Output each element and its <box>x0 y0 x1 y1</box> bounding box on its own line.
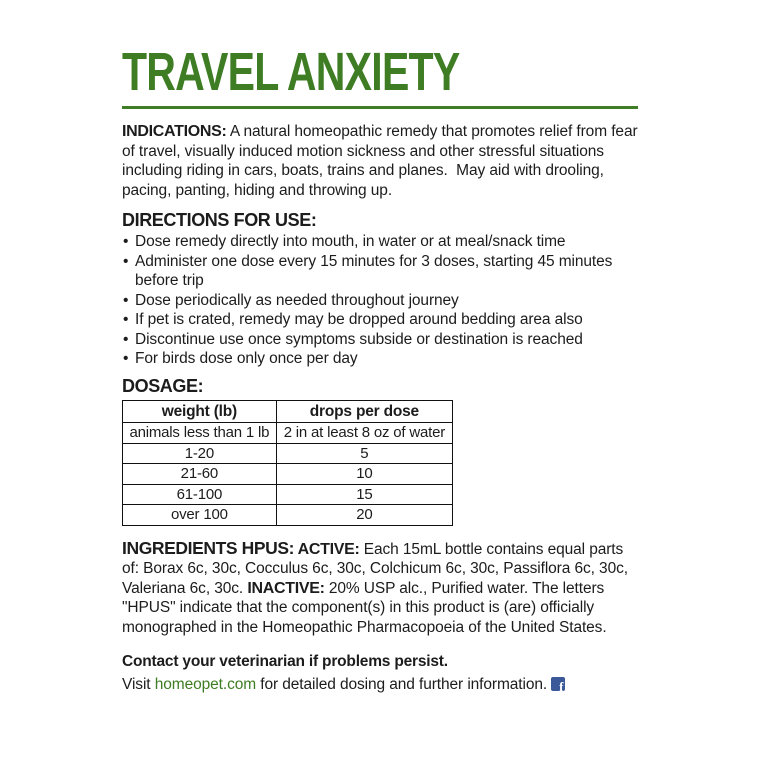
title-underline <box>122 106 638 109</box>
homeopet-link[interactable]: homeopet.com <box>154 675 257 693</box>
visit-suffix: for detailed dosing and further information. <box>256 675 552 693</box>
drops-cell: 20 <box>276 505 452 526</box>
ingredients-paragraph <box>122 539 638 638</box>
table-row <box>123 443 453 464</box>
table-row <box>123 484 453 505</box>
drops-cell: 2 in at least 8 oz of water <box>276 423 452 444</box>
list-item: • Dose periodically as needed throughout journey <box>122 291 638 311</box>
facebook-icon[interactable] <box>551 677 565 694</box>
list-item: • Dose remedy directly into mouth, in water or at meal/snack time <box>122 232 638 252</box>
visit-line <box>122 675 638 695</box>
indications-label: INDICATIONS: <box>122 123 227 140</box>
list-item: • Discontinue use once symptoms subside or destination is reached <box>122 330 638 350</box>
dosage-heading: DOSAGE: <box>122 375 204 396</box>
drops-cell: 5 <box>276 443 452 464</box>
list-item: • If pet is crated, remedy may be dropped around bedding area also <box>122 310 638 330</box>
inactive-label: INACTIVE: <box>247 579 325 597</box>
list-item: • Administer one dose every 15 minutes for 3 doses, starting 45 minutes before trip <box>122 252 638 291</box>
table-row <box>123 464 453 485</box>
list-item: • For birds dose only once per day <box>122 349 638 369</box>
weight-cell: over 100 <box>123 505 277 526</box>
ingredients-section-label: INGREDIENTS HPUS: <box>122 537 295 558</box>
drops-cell: 10 <box>276 464 452 485</box>
drops-cell: 15 <box>276 484 452 505</box>
weight-cell: animals less than 1 lb <box>123 423 277 444</box>
table-header-row <box>123 400 453 423</box>
directions-list <box>122 232 638 369</box>
veterinarian-notice: Contact your veterinarian if problems persist. <box>122 653 448 670</box>
column-header-drops: drops per dose <box>276 400 452 423</box>
weight-cell: 21-60 <box>123 464 277 485</box>
inactive-ingredients-text: 20% USP alc., Purified water. The letters "HPUS" indicate that the component(s) in this product is (are) officially monographed in the Homeopathic Pharmacopoeia of the United States. <box>122 579 609 636</box>
visit-prefix: Visit <box>122 675 155 693</box>
page-title: TRAVEL ANXIETY <box>122 42 460 102</box>
indications-text: A natural homeopathic remedy that promotes relief from fear of travel, visually induced motion sickness and other stressful situations including riding in cars, boats, trains and planes. May aid with drooling, pacing, panting, hiding and throwing up. <box>122 123 642 199</box>
active-ingredients-text: Each 15mL bottle contains equal parts of: Borax 6c, 30c, Cocculus 6c, 30c, Colchicum 6c, 30c, Passiflora 6c, 30c, Valeriana 6c, 30c. <box>122 540 633 597</box>
active-label: ACTIVE: <box>294 540 360 558</box>
dosage-table <box>122 400 453 526</box>
indications-paragraph <box>122 122 642 200</box>
weight-cell: 1-20 <box>123 443 277 464</box>
table-row <box>123 505 453 526</box>
column-header-weight: weight (lb) <box>123 400 277 423</box>
label-content <box>122 42 642 694</box>
directions-heading: DIRECTIONS FOR USE: <box>122 210 317 230</box>
table-row <box>123 423 453 444</box>
weight-cell: 61-100 <box>123 484 277 505</box>
facebook-f-glyph: f <box>559 678 564 694</box>
